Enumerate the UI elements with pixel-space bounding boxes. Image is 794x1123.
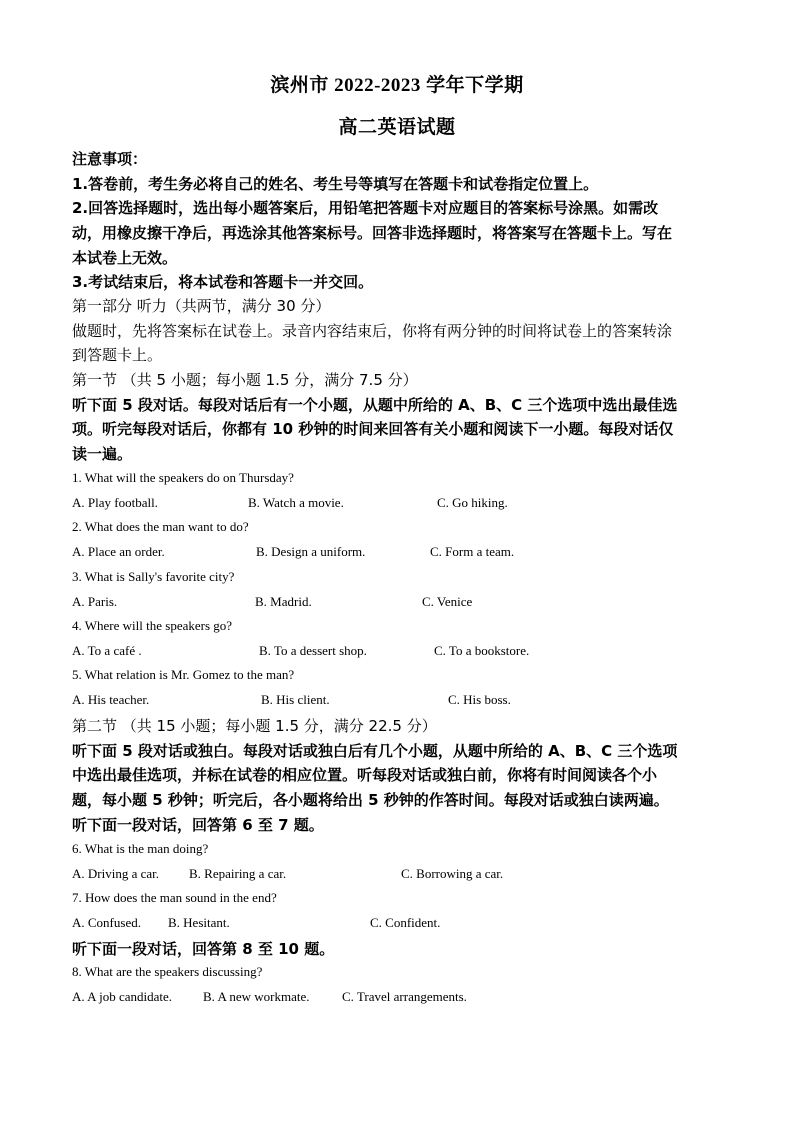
part1-intro-line2: 到答题卡上。 [72,346,163,364]
question-2-option-c: C. Form a team. [430,544,515,559]
note-2-line1: 2.回答选择题时，选出每小题答案后，用铅笔把答题卡对应题目的答案标号涂黑。如需改 [72,199,659,217]
listen-instruction-6-7: 听下面一段对话，回答第 6 至 7 题。 [72,816,324,834]
question-3-option-b: B. Madrid. [255,594,312,609]
section2-directions-line3: 题，每小题 5 秒钟；听完后，各小题将给出 5 秒钟的作答时间。每段对话或独白读两遍。 [72,791,669,809]
notes-heading: 注意事项： [72,150,148,168]
question-2-stem: 2. What does the man want to do? [72,519,249,534]
question-2-option-a: A. Place an order. [72,544,165,559]
question-6-option-b: B. Repairing a car. [189,866,287,881]
question-8-option-a: A. A job candidate. [72,989,173,1004]
question-7-option-a: A. Confused. [72,915,141,930]
question-8-option-b: B. A new workmate. [203,989,310,1004]
note-1: 1.答卷前，考生务必将自己的姓名、考生号等填写在答题卡和试卷指定位置上。 [72,175,599,193]
exam-title-line2: 高二英语试题 [338,117,456,138]
question-5-option-c: C. His boss. [448,692,511,707]
question-8-option-c: C. Travel arrangements. [342,989,467,1004]
question-4-option-c: C. To a bookstore. [434,643,530,658]
question-3-stem: 3. What is Sally's favorite city? [72,569,235,584]
listen-instruction-8-10: 听下面一段对话，回答第 8 至 10 题。 [72,940,335,958]
question-6-option-c: C. Borrowing a car. [401,866,504,881]
question-6-option-a: A. Driving a car. [72,866,160,881]
question-8-stem: 8. What are the speakers discussing? [72,964,263,979]
question-5-option-a: A. His teacher. [72,692,150,707]
question-7-option-b: B. Hesitant. [168,915,230,930]
exam-title-line1: 滨州市 2022-2023 学年下学期 [270,75,524,96]
question-1-option-c: C. Go hiking. [437,495,508,510]
section1-directions-line2: 项。听完每段对话后，你都有 10 秒钟的时间来回答有关小题和阅读下一小题。每段对话仅 [72,420,674,438]
question-7-option-c: C. Confident. [370,915,441,930]
question-4-option-b: B. To a dessert shop. [259,643,367,658]
section1-directions-line1: 听下面 5 段对话。每段对话后有一个小题，从题中所给的 A、B、C 三个选项中选出最佳选 [72,396,678,414]
note-3: 3.考试结束后，将本试卷和答题卡一并交回。 [72,273,374,291]
question-1-option-b: B. Watch a movie. [248,495,344,510]
question-1-stem: 1. What will the speakers do on Thursday? [72,470,294,485]
section2-directions-line1: 听下面 5 段对话或独白。每段对话或独白后有几个小题，从题中所给的 A、B、C 三个选项 [72,742,678,760]
note-2-line2: 动，用橡皮擦干净后，再选涂其他答案标号。回答非选择题时，将答案写在答题卡上。写在 [72,224,673,242]
section1-heading: 第一节 （共 5 小题；每小题 1.5 分，满分 7.5 分） [72,371,418,389]
question-1-option-a: A. Play football. [72,495,158,510]
question-7-stem: 7. How does the man sound in the end? [72,890,277,905]
question-5-stem: 5. What relation is Mr. Gomez to the man? [72,667,295,682]
section1-directions-line3: 读一遍。 [72,445,133,463]
question-2-option-b: B. Design a uniform. [256,544,366,559]
question-4-stem: 4. Where will the speakers go? [72,618,233,633]
note-2-line3: 本试卷上无效。 [72,249,178,267]
question-3-option-a: A. Paris. [72,594,118,609]
section2-heading: 第二节 （共 15 小题；每小题 1.5 分，满分 22.5 分） [72,717,437,735]
question-5-option-b: B. His client. [261,692,330,707]
section2-directions-line2: 中选出最佳选项，并标在试卷的相应位置。听每段对话或独白前，你将有时间阅读各个小 [72,766,658,784]
part1-intro-line1: 做题时，先将答案标在试卷上。录音内容结束后，你将有两分钟的时间将试卷上的答案转涂 [72,322,673,340]
question-4-option-a: A. To a café . [72,643,142,658]
question-6-stem: 6. What is the man doing? [72,841,209,856]
part1-heading: 第一部分 听力（共两节，满分 30 分） [72,297,331,315]
question-3-option-c: C. Venice [422,594,473,609]
